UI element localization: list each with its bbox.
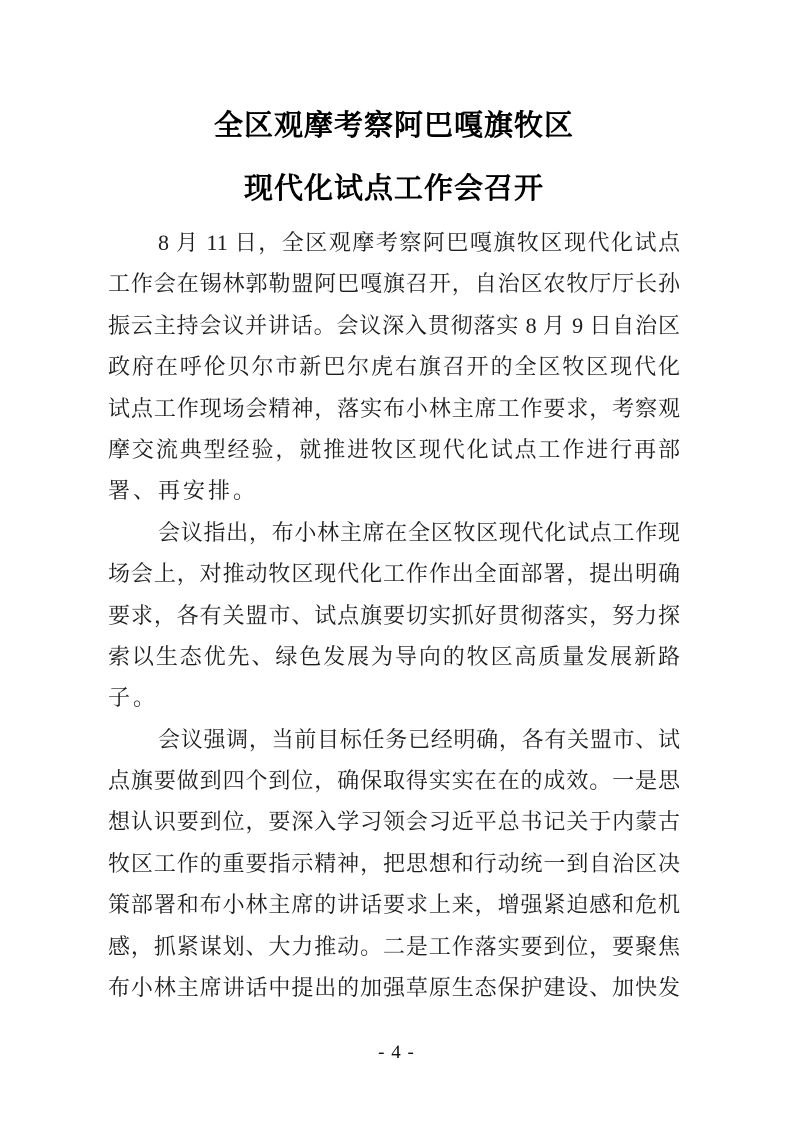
text-line: 工作会在锡林郭勒盟阿巴嘎旗召开，自治区农牧厅厅长孙 <box>108 271 680 297</box>
text-line: 政府在呼伦贝尔市新巴尔虎右旗召开的全区牧区现代化 <box>108 354 680 380</box>
document-title-line-1: 全区观摩考察阿巴嘎旗牧区 <box>213 110 574 142</box>
document-title <box>108 95 680 221</box>
text-line: 想认识要到位，要深入学习领会习近平总书记关于内蒙古 <box>108 809 680 835</box>
text-line: 8 月 11 日，全区观摩考察阿巴嘎旗牧区现代化试点 <box>158 230 680 255</box>
document-body <box>108 222 680 1008</box>
text-line: 策部署和布小林主席的讲话要求上来，增强紧迫感和危机 <box>108 892 680 918</box>
text-line: 署、再安排。 <box>108 478 259 504</box>
text-line: 索以生态优先、绿色发展为导向的牧区高质量发展新路 <box>108 643 680 669</box>
paragraph-3 <box>108 719 680 1009</box>
text-line: 子。 <box>108 685 159 711</box>
text-line: 感，抓紧谋划、大力推动。二是工作落实要到位，要聚焦 <box>108 933 680 959</box>
paragraph-1 <box>108 222 680 512</box>
text-line: 点旗要做到四个到位，确保取得实实在在的成效。一是思 <box>108 768 680 794</box>
text-line: 布小林主席讲话中提出的加强草原生态保护建设、加快发 <box>108 975 680 1001</box>
paragraph-2 <box>108 512 680 719</box>
text-line: 会议强调，当前目标任务已经明确，各有关盟市、试 <box>158 726 680 752</box>
text-line: 试点工作现场会精神，落实布小林主席工作要求，考察观 <box>108 395 680 421</box>
text-line: 振云主持会议并讲话。会议深入贯彻落实 8 月 9 日自治区 <box>108 312 680 338</box>
text-line: 场会上，对推动牧区现代化工作作出全面部署，提出明确 <box>108 561 680 587</box>
text-line: 会议指出，布小林主席在全区牧区现代化试点工作现 <box>158 519 680 545</box>
document-title-line-2: 现代化试点工作会召开 <box>243 173 544 205</box>
page-number: - 4 - <box>378 1042 415 1063</box>
text-line: 牧区工作的重要指示精神，把思想和行动统一到自治区决 <box>108 850 680 876</box>
text-line: 要求，各有关盟市、试点旗要切实抓好贯彻落实，努力探 <box>108 602 680 628</box>
text-line: 摩交流典型经验，就推进牧区现代化试点工作进行再部 <box>108 436 680 462</box>
